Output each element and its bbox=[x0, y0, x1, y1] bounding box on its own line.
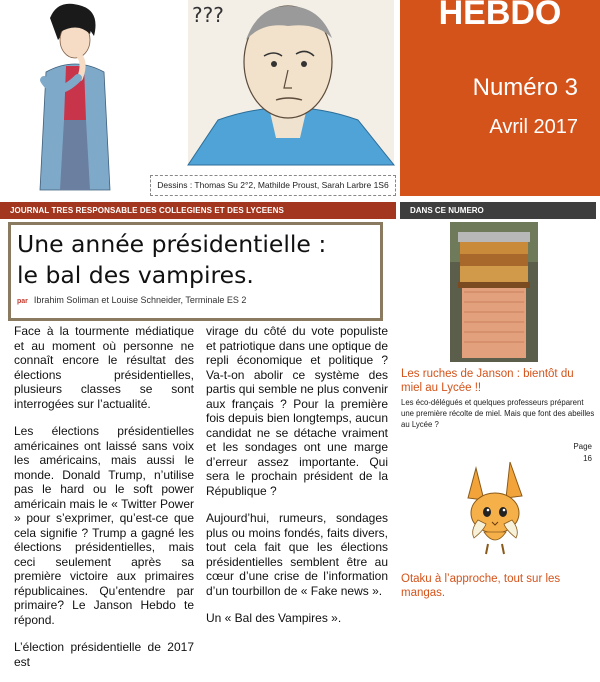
section-bar: JOURNAL TRES RESPONSABLE DES COLLEGIENS ET DES LYCEENS bbox=[0, 202, 396, 219]
manga-fox-illustration bbox=[440, 458, 540, 558]
masthead-title: HEBDO bbox=[438, 0, 562, 32]
paragraph: Aujourd’hui, rumeurs, sondages plus ou moins fondés, faits divers, tout cela fait que les élections présidentielles semblent être au cœur d’une crise de l’information d’un tourbillon de « Fake news ». bbox=[206, 511, 388, 598]
paragraph: virage du côté du vote populiste et patriotique dans une optique de repli économique et politique ? Va-t-on abolir ce système des partis qui semble ne plus convenir aux français ? Pour la première fois depuis bien longtemps, aucun candidat ne se détache vraiment et les sondages ont une marge d’erreur assez importante. Qui sera le prochain président de la République ? bbox=[206, 324, 388, 498]
masthead bbox=[400, 0, 600, 196]
question-marks: ??? bbox=[192, 3, 224, 27]
beehive-photo bbox=[450, 222, 538, 362]
article-column-1 bbox=[14, 324, 194, 682]
headline-box bbox=[8, 222, 383, 321]
sidebar-story-1-title[interactable]: Les ruches de Janson : bientôt du miel au Lycée !! bbox=[401, 368, 574, 394]
sidebar-story-1-text: Les éco-délégués et quelques professeurs préparent une première récolte de miel. Mais que font des abeilles au Lycée ? bbox=[401, 398, 595, 429]
illustration-credits: Dessins : Thomas Su 2°2, Mathilde Proust, Sarah Larbre 1S6 bbox=[150, 175, 396, 196]
page-reference-number: 16 bbox=[583, 454, 592, 463]
page-reference bbox=[560, 441, 592, 465]
byline bbox=[17, 295, 246, 305]
illustration-thinking-boy bbox=[20, 0, 125, 190]
issue-number: Numéro 3 bbox=[472, 74, 578, 101]
byline-authors: Ibrahim Soliman et Louise Schneider, Terminale ES 2 bbox=[33, 295, 247, 305]
paragraph: Face à la tourmente médiatique et au moment où personne ne connaît encore le résultat des élections présidentielles, plusieurs classes se sont interrogées sur l’actualité. bbox=[14, 324, 194, 411]
paragraph: L’élection présidentielle de 2017 est bbox=[14, 640, 194, 669]
article-title-line-2: le bal des vampires. bbox=[17, 261, 254, 289]
page-reference-label: Page bbox=[573, 442, 592, 451]
illustration-puzzled-man bbox=[188, 0, 394, 165]
paragraph: Un « Bal des Vampires ». bbox=[206, 611, 342, 625]
article-title-line-1: Une année présidentielle : bbox=[17, 230, 327, 258]
paragraph: Les élections présidentielles américaines ont laissé sans voix les américains, mais aussi le monde. Donald Trump, n’utilise pas le hard ou le soft power américain mais le « Twitter Power » pour s’exprimer, qu’est-ce que cela signifie ? Trump a gagné les élections présidentielles, mais ceci seulement après sa première victoire aux primaires républicaines. Qu’entendre par primaire? Le Janson Hebdo te répond. bbox=[14, 424, 194, 627]
sidebar-bar: DANS CE NUMERO bbox=[400, 202, 596, 219]
issue-date: Avril 2017 bbox=[489, 116, 578, 138]
article-title bbox=[17, 229, 326, 291]
sidebar-story-2-title[interactable]: Otaku à l’approche, tout sur les mangas. bbox=[401, 573, 561, 599]
article-column-2 bbox=[206, 324, 388, 639]
byline-prefix: par bbox=[17, 298, 28, 305]
